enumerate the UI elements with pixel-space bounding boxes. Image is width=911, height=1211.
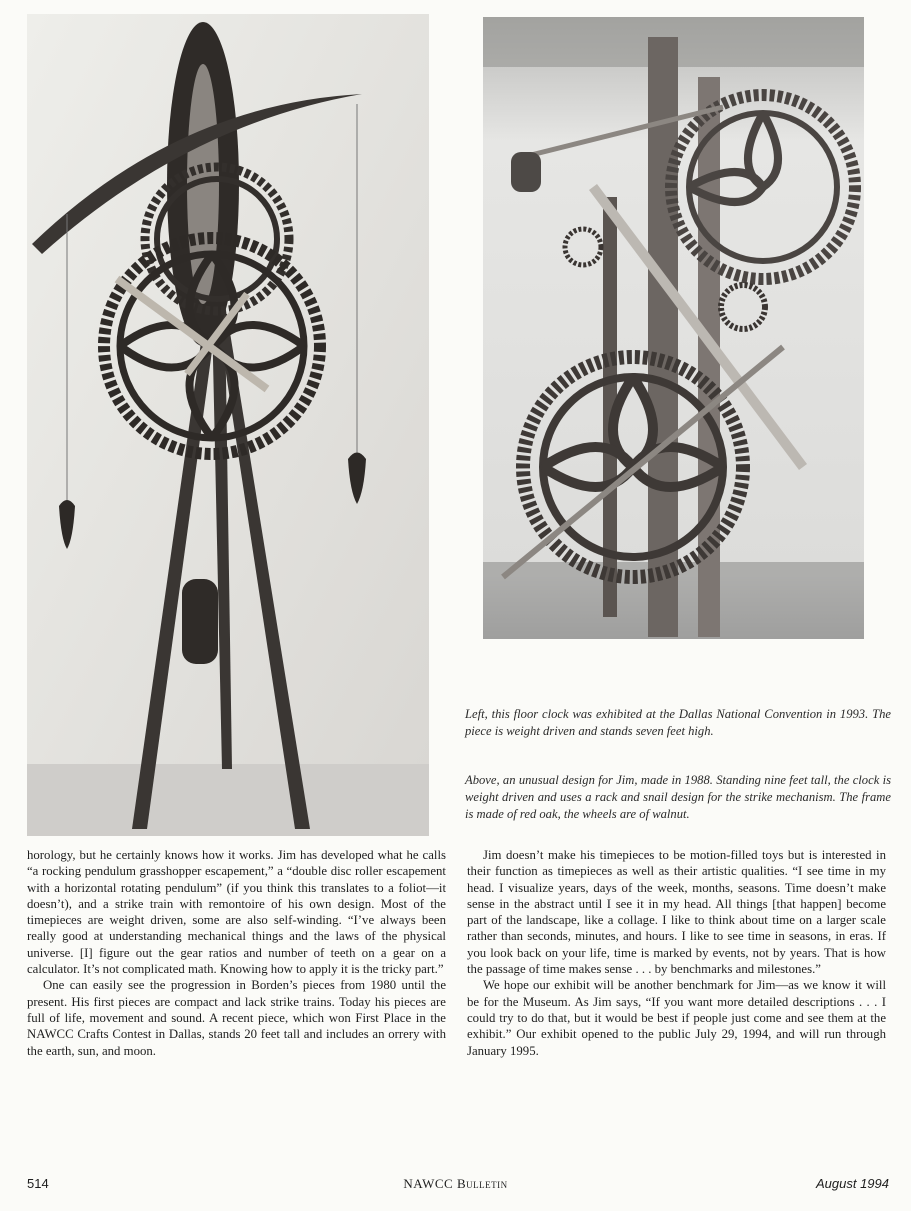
issue-date: August 1994 [815, 1176, 889, 1191]
caption-left-photo: Left, this floor clock was exhibited at the Dallas National Convention in 1993. The piece is weight driven and stands seven feet high. [465, 707, 891, 738]
paragraph: We hope our exhibit will be another benchmark for Jim—as we know it will be for the Museum. As Jim says, “If you want more detailed descriptions . . . I could try to do that, but it would be best if people just come and see them at the exhibit.” Our exhibit opened to the public July 29, 1994, and will run through January 1995. [467, 978, 886, 1058]
page-number: 514 [27, 1176, 49, 1191]
body-column-left [27, 847, 446, 1059]
page-footer [0, 1176, 911, 1196]
floor-clock-photo-icon [27, 14, 429, 836]
caption-above-photo: Above, an unusual design for Jim, made in 1988. Standing nine feet tall, the clock is weight driven and uses a rack and snail design for the strike mechanism. The frame is made of red oak, the wheels are of walnut. [465, 773, 891, 821]
paragraph: Jim doesn’t make his timepieces to be motion-filled toys but is interested in their function as timepieces as well as their artistic qualities. “I see time in my head. I visualize years, days of the week, months, seasons. Time doesn’t make sense in the abstract until I see it in my head. All things [that happen] become part of the landscape, like a collage. I like to think about time on a larger scale rather than seconds, minutes, and hours. I like to see time in seasons, in eras. If you look back on your life, time is marked by events, not by years. That is how the passage of time makes sense . . . by benchmarks and milestones.” [467, 848, 886, 977]
paragraph: One can easily see the progression in Borden’s pieces from 1980 until the present. His first pieces are compact and lack strike trains. Today his pieces are full of life, movement and sound. A recent piece, which won First Place in the NAWCC Crafts Contest in Dallas, stands 20 feet tall and includes an orrery with the earth, sun, and moon. [27, 978, 446, 1058]
floor-clock-photo [27, 14, 429, 836]
walnut-clock-photo-icon [483, 17, 864, 639]
walnut-clock-photo [483, 17, 864, 639]
publication-name: NAWCC Bulletin [403, 1176, 508, 1191]
body-column-right [467, 847, 886, 1059]
paragraph: horology, but he certainly knows how it works. Jim has developed what he calls “a rocking pendulum grasshopper escapement,” a “double disc roller escapement with a horizontal rotating pendulum” (if you think this translates to a foliot—it doesn’t), and a strike train with remontoire of his own design. Most of the timepieces are weight driven, some are also self-winding. “I’ve always been really good at understanding mechanical things and the laws of the physical universe. [I] figure out the gear ratios and number of teeth on a gear on a calculator. It’s not complicated math. Knowing how to apply it is the tricky part.” [27, 848, 446, 977]
